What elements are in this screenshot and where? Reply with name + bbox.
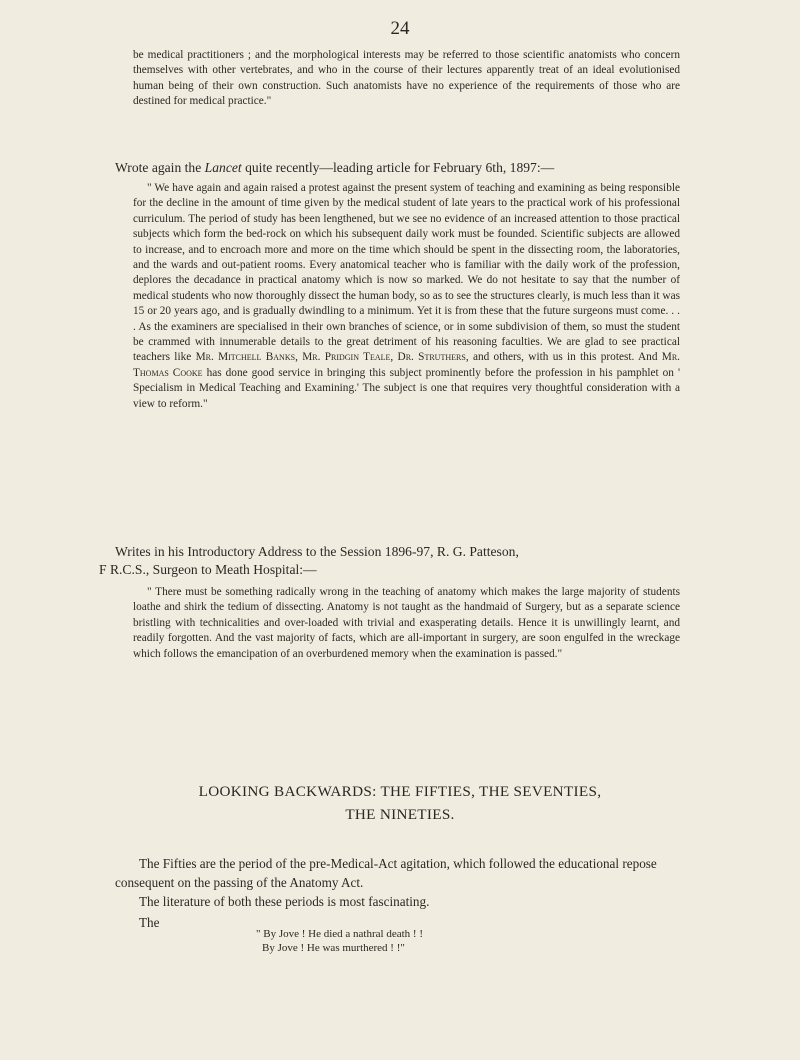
verse-line-1: " By Jove ! He died a nathral death ! ! (256, 928, 423, 940)
verse-line-2: By Jove ! He was murthered ! !" (262, 942, 405, 954)
quotation-lancet-continued: be medical practitioners ; and the morphological interests may be referred to those scientific anatomists who concern themselves with other vertebrates, and who in the course of their lectures apparently treat of an ideal evolutionised human being of their own construction. Such anatomists have no experience of the requirements of those who are destined for medical practice." (133, 49, 680, 108)
page-number: 24 (390, 18, 410, 39)
section-paragraph-2: The literature of both these periods is most fascinating. (139, 894, 430, 909)
section-heading-line1: LOOKING BACKWARDS: THE FIFTIES, THE SEVENTIES, (198, 783, 602, 800)
section-paragraph-1: The Fifties are the period of the pre-Medical-Act agitation, which followed the educational repose consequent on the passing of the Anatomy Act. (115, 856, 657, 890)
lancet-intro-line: Wrote again the Lancet quite recently—leading article for February 6th, 1897:— (115, 160, 555, 175)
section-heading-line2: THE NINETIES. (345, 806, 455, 823)
quotation-lancet-article: " We have again and again raised a protest against the present system of teaching and examining as being responsible for the decline in the amount of time given by the medical student of late years to the practical work of his professional curriculum. The period of study has been lengthened, but we see no evidence of an increased attention to those practical subjects which form the bed-rock on which his subsequent daily work must be founded. Scientific subjects are allowed to increase, and to encroach more and more on the time which should be spent in the dissecting room, the laboratories, and the wards and out-patient rooms. Every anatomical teacher who is familiar with the daily work of the profession, deplores the decadance in practical anatomy which is now so marked. We do not hesitate to say that the number of medical students who now thoroughly dissect the human body, so as to see the structures clearly, is much less than it was 15 or 20 years ago, and is gradually dwindling to a minimum. Yet it is from these that the future surgeons must come. . . . As the examiners are specialised in their own branches of science, or in some subdivision of them, so must the student be crammed with innumerable details to the great detriment of his reasoning faculties. We are glad to see practical teachers like Mr. Mitchell Banks, Mr. Pridgin Teale, Dr. Struthers, and others, with us in this protest. And Mr. Thomas Cooke has done good service in bringing this subject prominently before the profession in his pamphlet on ' Specialism in Medical Teaching and Examining.' The subject is one that requires very thoughtful consideration with a view to reform." (133, 182, 680, 410)
quotation-patteson: " There must be something radically wrong in the teaching of anatomy which makes the large majority of students loathe and shirk the tedium of dissecting. Anatomy is not taught as the handmaid of Surgery, but as a separate science bristling with technicalities and over-loaded with trivial and exasperating details. Hence it is unwillingly learnt, and readily forgotten. And the vast majority of facts, which are all-important in surgery, are soon engulfed in the wreckage which follows the emancipation of an overburdened memory when the examination is passed." (133, 586, 680, 660)
section-paragraph-3-start: The (139, 915, 160, 930)
patteson-intro: Writes in his Introductory Address to the Session 1896-97, R. G. Patteson, F R.C.S., Surgeon to Meath Hospital:— (99, 544, 519, 577)
